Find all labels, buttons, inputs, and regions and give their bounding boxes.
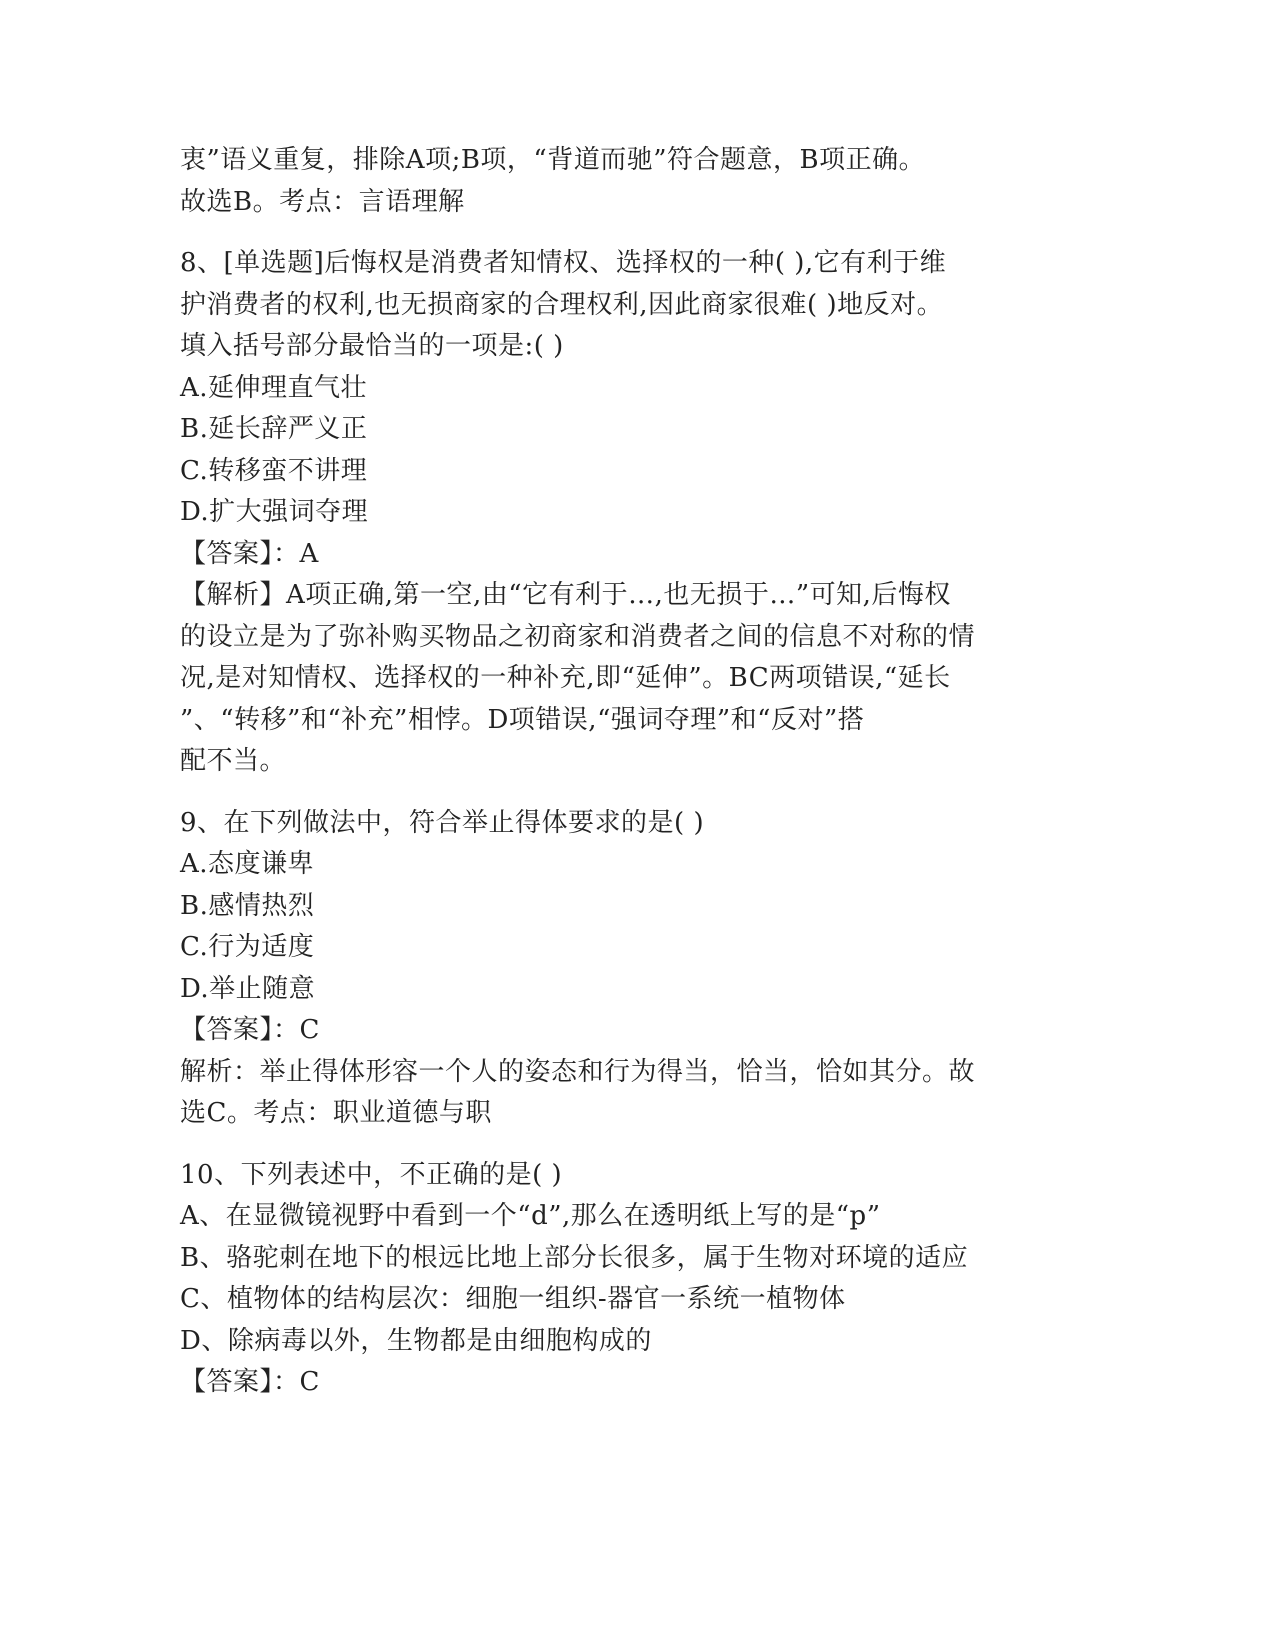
option-c: C、植物体的结构层次：细胞一组织-器官一系统一植物体	[180, 1284, 846, 1314]
option-a: A、在显微镜视野中看到一个“d”,那么在透明纸上写的是“p”	[180, 1201, 881, 1231]
question-stem: 10、下列表述中，不正确的是( )	[180, 1159, 563, 1190]
question-stem: 填入括号部分最恰当的一项是:( )	[180, 331, 564, 361]
option-b: B.感情热烈	[180, 890, 315, 921]
question-stem: 护消费者的权利,也无损商家的合理权利,因此商家很难( )地反对。	[180, 289, 944, 320]
option-d: D、除病毒以外，生物都是由细胞构成的	[180, 1325, 652, 1356]
analysis-line: 选C。考点：职业道德与职	[180, 1098, 492, 1128]
question-7-tail	[180, 140, 1080, 223]
analysis-line: 衷”语义重复，排除A项;B项，“背道而驰”符合题意，B项正确。	[180, 145, 926, 175]
question-stem: 8、[单选题]后悔权是消费者知情权、选择权的一种( ),它有利于维	[180, 248, 947, 278]
question-8	[180, 243, 1080, 783]
analysis-line: 的设立是为了弥补购买物品之初商家和消费者之间的信息不对称的情	[180, 621, 976, 652]
option-d: D.扩大强词夺理	[180, 497, 369, 527]
analysis-line: 故选B。考点：言语理解	[180, 186, 465, 217]
option-c: C.转移蛮不讲理	[180, 455, 368, 486]
option-a: A.态度谦卑	[180, 849, 315, 879]
analysis-line: 解析：举止得体形容一个人的姿态和行为得当，恰当，恰如其分。故	[180, 1056, 976, 1087]
answer-line: 【答案】：C	[180, 1015, 320, 1045]
answer-line: 【答案】：C	[180, 1367, 320, 1397]
analysis-line: ”、“转移”和“补充”相悖。D项错误,“强词夺理”和“反对”搭	[180, 704, 865, 735]
option-b: B.延长辞严义正	[180, 414, 368, 444]
question-stem: 9、在下列做法中，符合举止得体要求的是( )	[180, 807, 705, 838]
analysis-line: 况,是对知情权、选择权的一种补充,即“延伸”。BC两项错误,“延长	[180, 663, 951, 693]
option-c: C.行为适度	[180, 932, 315, 962]
document-page	[180, 140, 1080, 1404]
analysis-line: 配不当。	[180, 746, 287, 776]
question-10	[180, 1155, 1080, 1404]
analysis-line: 【解析】A项正确,第一空,由“它有利于…,也无损于…”可知,后悔权	[180, 580, 951, 610]
option-a: A.延伸理直气壮	[180, 372, 368, 403]
question-9	[180, 803, 1080, 1135]
answer-line: 【答案】：A	[180, 538, 319, 569]
option-d: D.举止随意	[180, 973, 316, 1004]
option-b: B、骆驼刺在地下的根远比地上部分长很多，属于生物对环境的适应	[180, 1242, 969, 1273]
